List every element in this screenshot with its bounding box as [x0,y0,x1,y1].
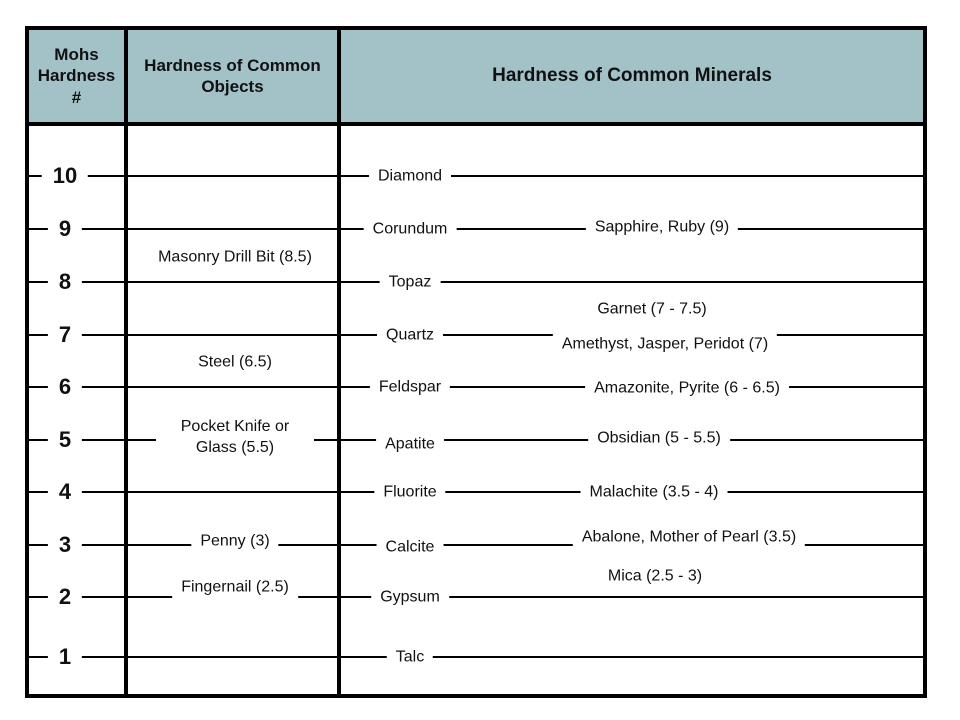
header-common-objects: Hardness of Common Objects [128,30,341,122]
example-sapphire-ruby: Sapphire, Ruby (9) [586,214,738,239]
mineral-diamond: Diamond [369,163,451,188]
header-mohs-number: Mohs Hardness # [29,30,128,122]
hardness-level-line-7 [29,334,923,336]
scale-number-5: 5 [48,425,82,455]
scale-number-8: 8 [48,267,82,297]
scale-number-4: 4 [48,477,82,507]
hardness-level-line-4 [29,491,923,493]
mineral-quartz: Quartz [377,322,443,347]
hardness-level-line-10 [29,175,923,177]
example-malachite: Malachite (3.5 - 4) [581,479,728,504]
example-amazonite-pyrite: Amazonite, Pyrite (6 - 6.5) [585,375,789,400]
scale-number-7: 7 [48,320,82,350]
object-fingernail: Fingernail (2.5) [172,574,298,599]
object-steel: Steel (6.5) [189,349,281,374]
object-masonry-drill-bit: Masonry Drill Bit (8.5) [149,244,321,269]
example-mica: Mica (2.5 - 3) [599,563,711,588]
hardness-level-line-9 [29,228,923,230]
example-amethyst-jasper-peridot: Amethyst, Jasper, Peridot (7) [553,331,777,356]
hardness-level-line-1 [29,656,923,658]
mineral-calcite: Calcite [377,534,444,559]
scale-number-10: 10 [42,161,88,191]
scale-number-6: 6 [48,372,82,402]
header-common-minerals: Hardness of Common Minerals [492,65,772,87]
column-divider-1 [124,126,128,694]
scale-number-1: 1 [48,642,82,672]
scale-number-2: 2 [48,582,82,612]
table-header-row [29,30,923,126]
mineral-fluorite: Fluorite [374,479,445,504]
hardness-level-line-8 [29,281,923,283]
column-divider-2 [337,126,341,694]
mineral-talc: Talc [387,644,433,669]
hardness-level-line-2 [29,596,923,598]
mohs-hardness-chart [25,26,927,698]
mineral-corundum: Corundum [364,216,457,241]
mineral-gypsum: Gypsum [371,584,449,609]
example-abalone-mother-of-pearl: Abalone, Mother of Pearl (3.5) [573,524,805,549]
scale-number-9: 9 [48,214,82,244]
mineral-topaz: Topaz [380,269,441,294]
example-obsidian: Obsidian (5 - 5.5) [588,425,730,450]
object-pocket-knife-glass: Pocket Knife or Glass (5.5) [156,414,314,460]
example-garnet: Garnet (7 - 7.5) [588,296,715,321]
mineral-feldspar: Feldspar [370,374,450,399]
object-penny: Penny (3) [191,528,278,553]
mineral-apatite: Apatite [376,431,444,456]
scale-number-3: 3 [48,530,82,560]
